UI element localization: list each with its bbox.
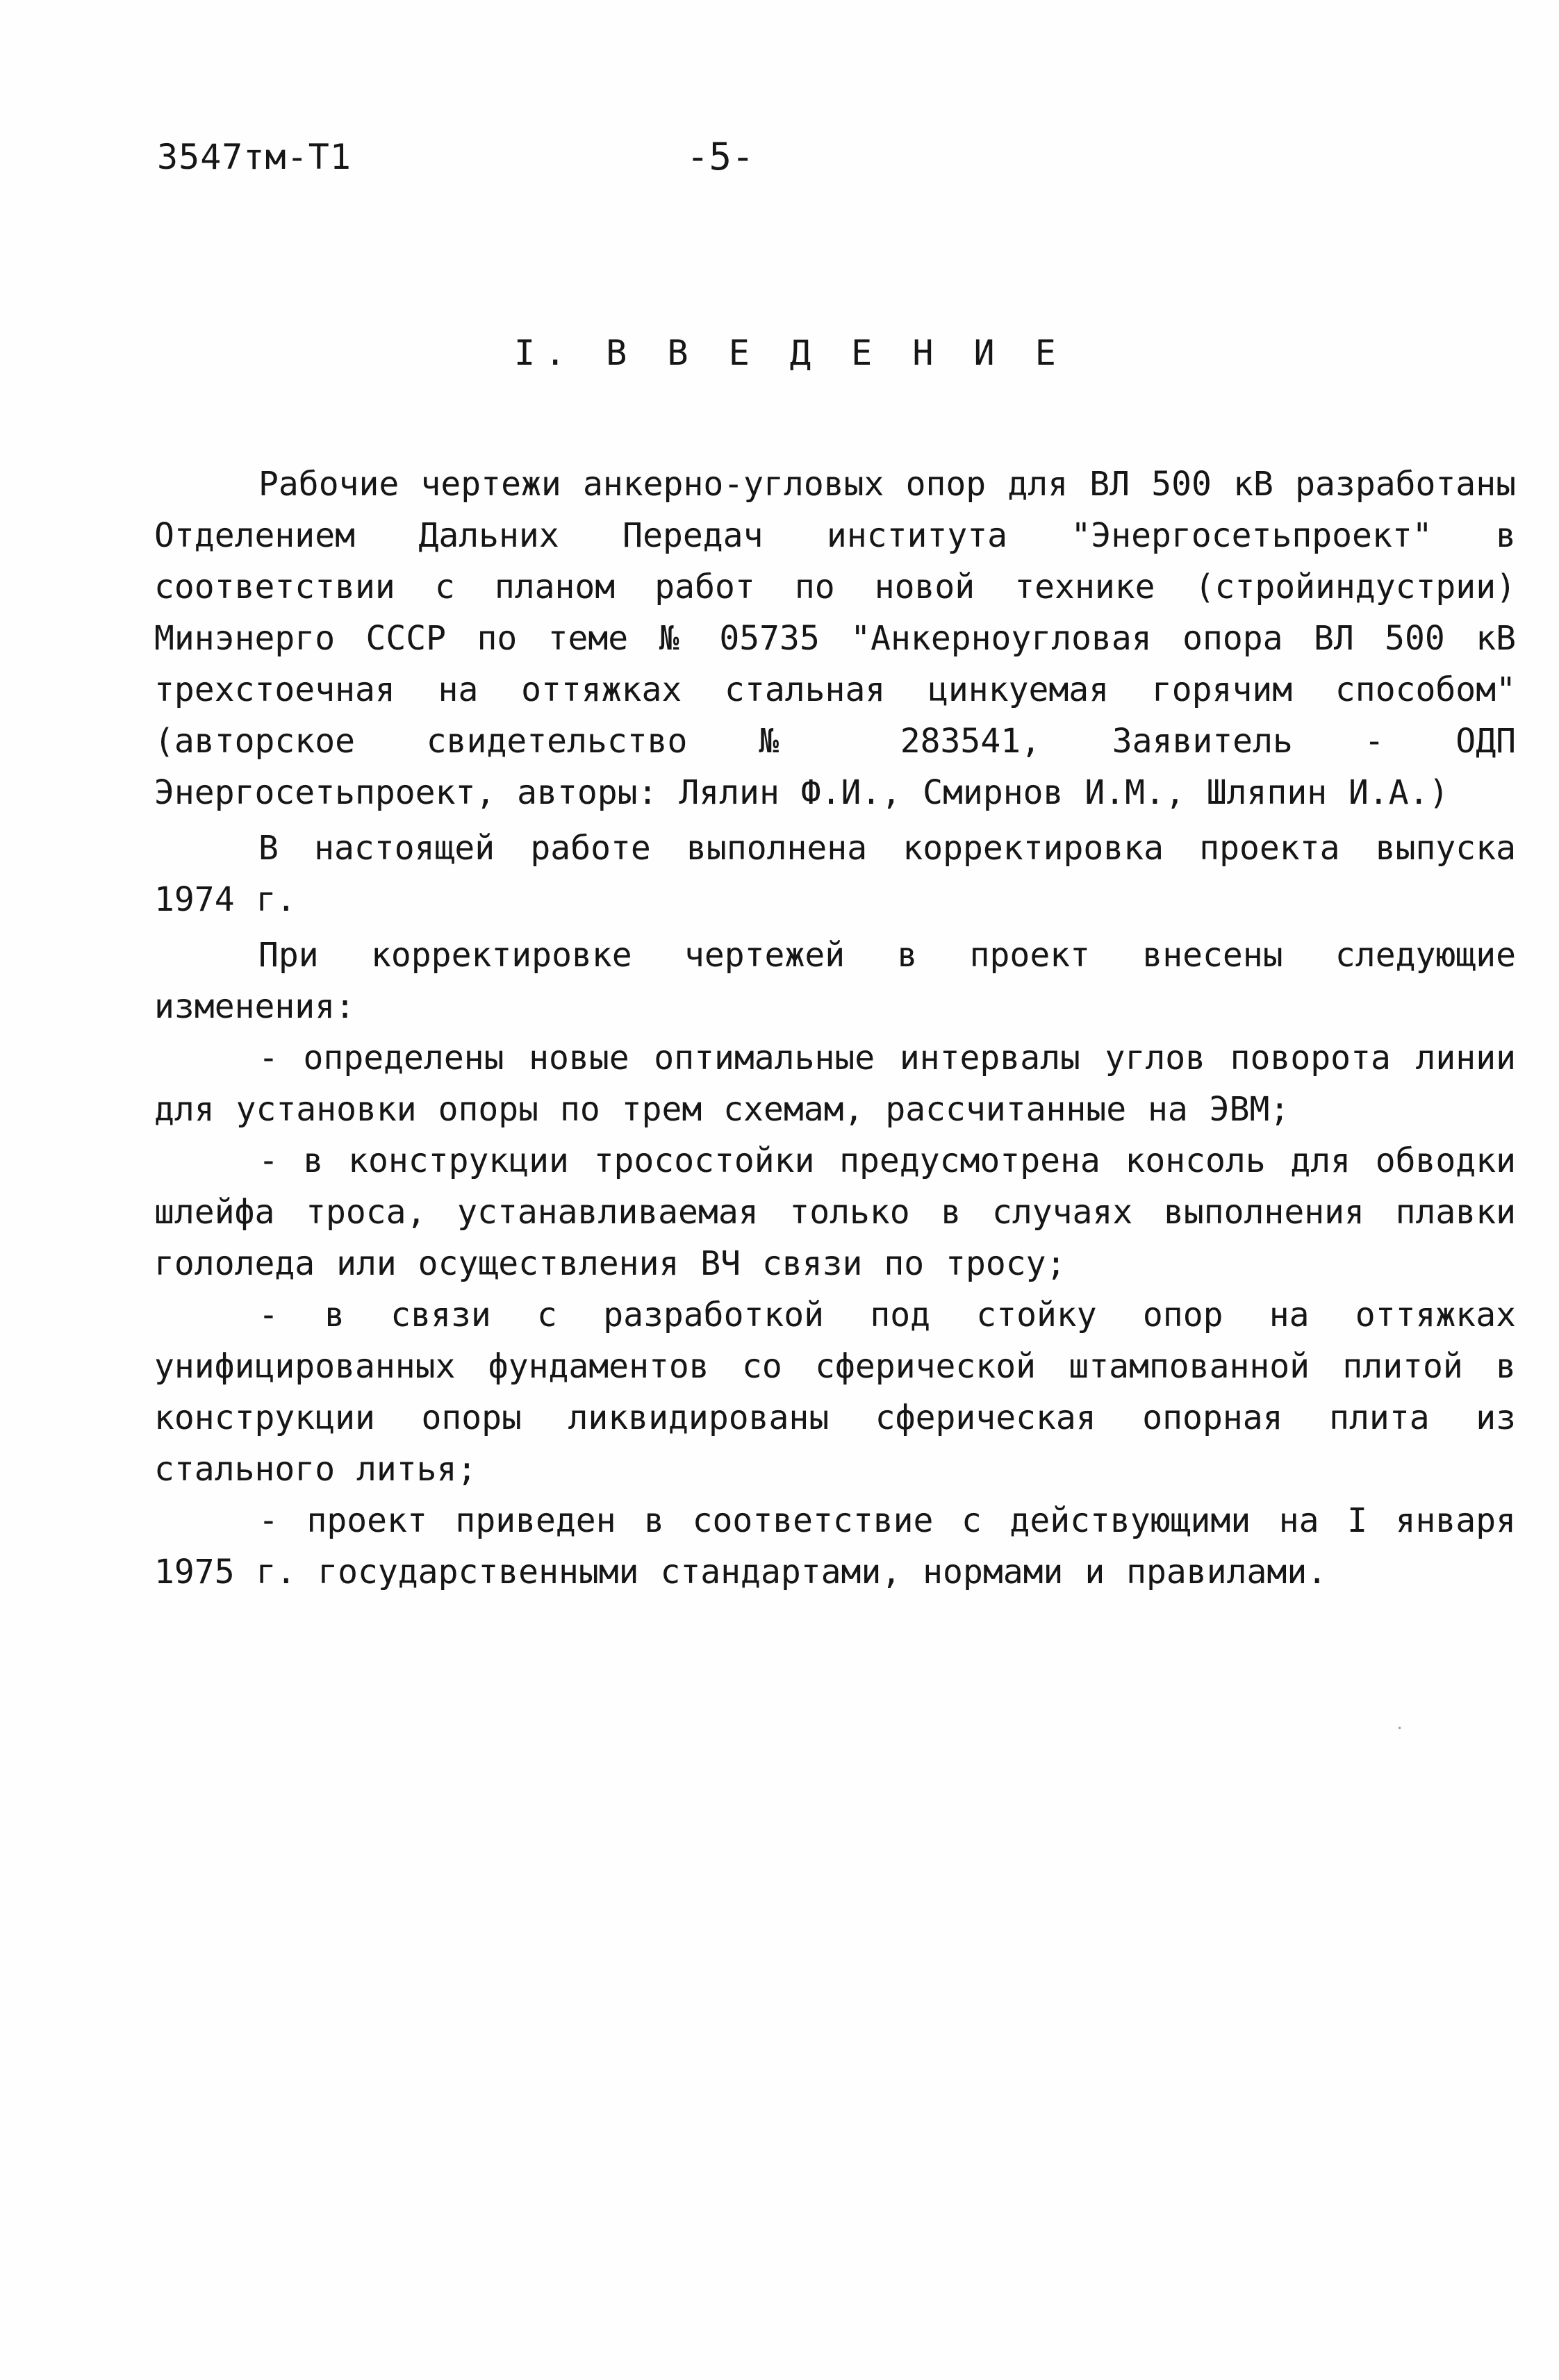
change-item: - определены новые оптимальные интервалы углов поворота линии для установки опоры по трем схемам, рассчитанные на ЭВМ; (154, 1039, 1516, 1129)
correction-paragraph: В настоящей работе выполнена корректировка проекта выпуска 1974 г. (154, 829, 1516, 919)
document-code: 3547тм-Т1 (157, 137, 352, 177)
changes-intro-paragraph: При корректировке чертежей в проект внесены следующие изменения: (154, 936, 1516, 1026)
change-item: - проект приведен в соответствие с действующими на I января 1975 г. государственными стандартами, нормами и правилами. (154, 1501, 1516, 1592)
intro-paragraph: Рабочие чертежи анкерно-угловых опор для ВЛ 500 кВ разработаны Отделением Дальних Передач института "Энергосетьпроект" в соответствии с планом работ по новой технике (стройиндустрии) Минэнерго СССР по теме № 05735 "Анкерноугловая опора ВЛ 500 кВ трехстоечная на оттяжках стальная цинкуемая горячим способом" (авторское свидетельство № 283541, Заявитель - ОДП Энергосетьпроект, авторы: Лялин Ф.И., Смирнов И.М., Шляпин И.А.) (154, 465, 1516, 812)
scan-speck: · (1395, 1720, 1405, 1737)
change-item: - в связи с разработкой под стойку опор на оттяжках унифицированных фундаментов со сферической штампованной плитой в конструкции опоры ликвидированы сферическая опорная плита из стального литья; (154, 1296, 1516, 1489)
section-heading: I. В В Е Д Е Н И Е (514, 333, 1066, 373)
body-text (154, 458, 1516, 1598)
change-item: - в конструкции тросостойки предусмотрена консоль для обводки шлейфа троса, устанавливаемая только в случаях выполнения плавки гололеда или осуществления ВЧ связи по тросу; (154, 1141, 1516, 1283)
page-number: -5- (686, 135, 754, 179)
